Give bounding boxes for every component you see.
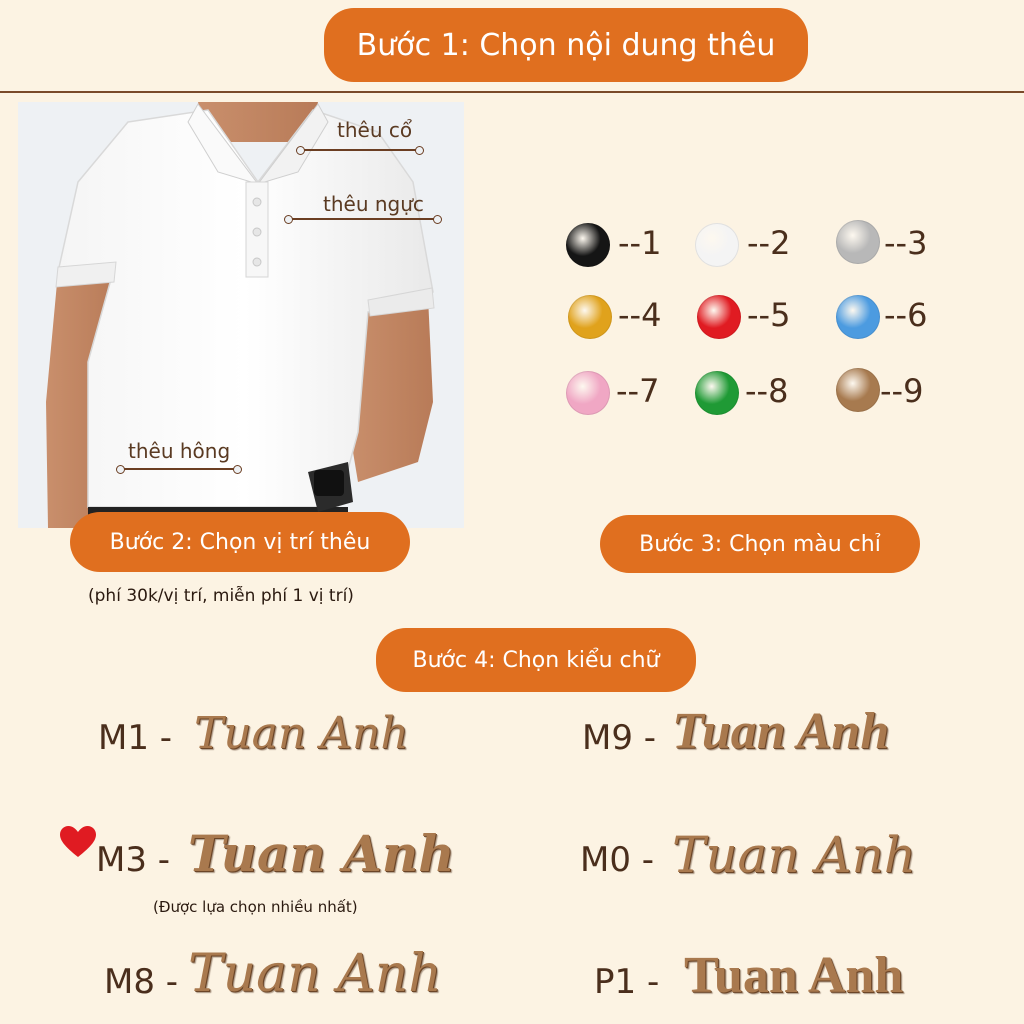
position-hip-label: thêu hông — [128, 439, 231, 463]
position-hip-line — [120, 468, 238, 470]
position-chest-label: thêu ngực — [323, 192, 424, 216]
font-code-m1: M1 - — [98, 718, 173, 758]
color-label-2: --2 — [747, 224, 791, 262]
position-chest-line — [288, 218, 438, 220]
color-swatch-5[interactable] — [697, 295, 741, 339]
polo-shirt-illustration — [18, 102, 464, 528]
color-swatch-1[interactable] — [566, 223, 610, 267]
font-code-m8: M8 - — [104, 962, 179, 1002]
color-swatch-2[interactable] — [695, 223, 739, 267]
color-label-5: --5 — [747, 296, 791, 334]
color-label-9: --9 — [880, 372, 924, 410]
color-label-8: --8 — [745, 372, 789, 410]
step2-banner: Bước 2: Chọn vị trí thêu — [70, 512, 410, 572]
font-code-m0: M0 - — [580, 840, 655, 880]
color-label-3: --3 — [884, 224, 928, 262]
color-label-6: --6 — [884, 296, 928, 334]
header-divider — [0, 91, 1024, 93]
color-swatch-7[interactable] — [566, 371, 610, 415]
color-label-7: --7 — [616, 372, 660, 410]
font-code-m9: M9 - — [582, 718, 657, 758]
color-swatch-6[interactable] — [836, 295, 880, 339]
color-label-4: --4 — [618, 296, 662, 334]
font-sample-m1[interactable]: Tuan Anh — [194, 708, 409, 759]
polo-shirt-photo — [18, 102, 464, 528]
heart-icon — [60, 826, 96, 858]
font-m3-popular-note: (Được lựa chọn nhiều nhất) — [153, 898, 358, 916]
font-sample-m8[interactable]: Tuan Anh — [188, 944, 442, 1004]
step1-banner: Bước 1: Chọn nội dung thêu — [324, 8, 808, 82]
color-label-1: --1 — [618, 224, 662, 262]
step4-banner: Bước 4: Chọn kiểu chữ — [376, 628, 696, 692]
color-swatch-8[interactable] — [695, 371, 739, 415]
color-swatch-3[interactable] — [836, 220, 880, 264]
font-code-p1: P1 - — [594, 962, 660, 1002]
font-sample-p1[interactable]: Tuan Anh — [684, 947, 904, 1004]
color-swatch-4[interactable] — [568, 295, 612, 339]
step2-fee-note: (phí 30k/vị trí, miễn phí 1 vị trí) — [88, 586, 354, 606]
font-sample-m3[interactable]: Tuan Anh — [188, 824, 455, 883]
step3-banner: Bước 3: Chọn màu chỉ — [600, 515, 920, 573]
position-collar-line — [300, 149, 420, 151]
font-sample-m9[interactable]: Tuan Anh — [672, 703, 890, 760]
font-code-m3: M3 - — [96, 840, 171, 880]
color-swatch-9[interactable] — [836, 368, 880, 412]
position-collar-label: thêu cổ — [337, 118, 413, 142]
font-sample-m0[interactable]: Tuan Anh — [672, 826, 916, 884]
